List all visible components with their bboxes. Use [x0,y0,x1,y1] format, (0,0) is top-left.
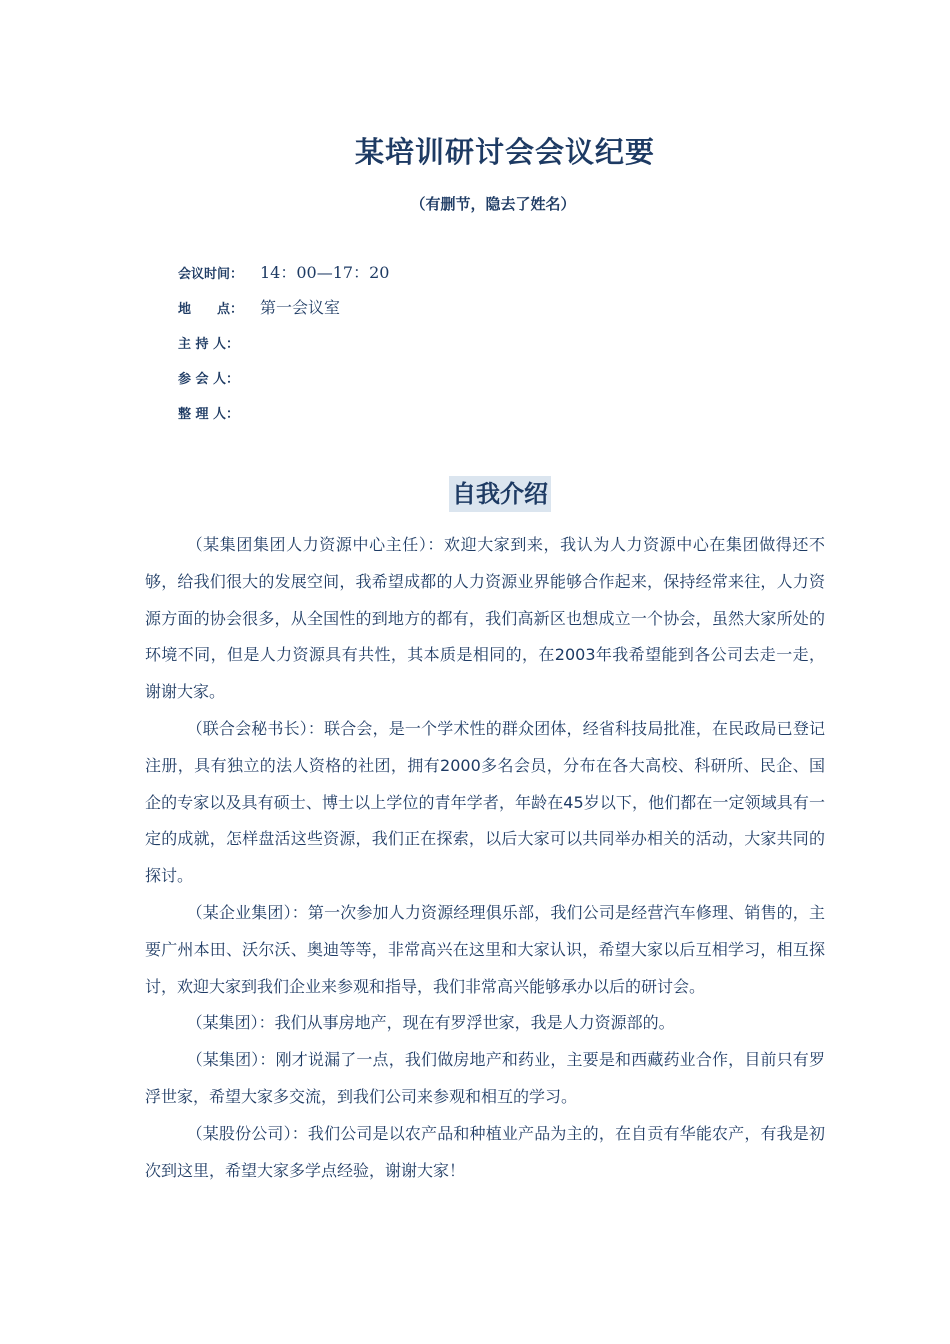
paragraph [145,711,825,895]
info-row-attendees [178,366,260,390]
paragraph-speaker: （某集团集团人力资源中心主任）： [186,535,445,554]
paragraph-speaker: （某股份公司）： [186,1123,308,1143]
paragraph-speaker: （某企业集团）： [186,902,308,922]
info-label-host: 主 持 人： [178,337,240,352]
paragraph-text: 欢迎大家到来，我认为人力资源中心在集团做得还不够，给我们很大的发展空间，我希望成都的人力资源业界能够合作起来，保持经常来往，人力资源方面的协会很多，从全国性的到地方的都有，我们高新区也想成立一个协会，虽然大家所处的环境不同，但是人力资源具有共性，其本质是相同的，在2003年我希望能到各公司去走一走，谢谢大家。 [145,535,825,702]
document-title: 某培训研讨会会议纪要 [354,135,655,169]
paragraph [145,527,825,711]
info-row-recorder [178,401,260,425]
info-row-host [178,331,260,355]
info-label-location: 地 点： [178,302,244,317]
paragraph-speaker: （某集团）： [186,1013,275,1033]
paragraph-text: 我们公司是以农产品和种植业产品为主的，在自贡有华能农产，有我是初次到这里，希望大家多学点经验，谢谢大家！ [145,1123,825,1180]
paragraph [145,1116,825,1190]
paragraph-text: 联合会，是一个学术性的群众团体，经省科技局批准，在民政局已登记注册，具有独立的法人资格的社团，拥有2000多名会员，分布在各大高校、科研所、民企、国企的专家以及具有硕士、博士以上学位的青年学者，年龄在45岁以下，他们都在一定领域具有一定的成就，怎样盘活这些资源，我们正在探索，以后大家可以共同举办相关的活动，大家共同的探讨。 [145,718,825,886]
info-label-time: 会议时间： [178,267,244,282]
section-body [145,527,825,1189]
info-row-location [178,296,340,320]
info-value-location: 第一会议室 [260,298,341,317]
info-row-time [178,261,389,285]
section-heading [0,476,950,512]
paragraph-text: 我们从事房地产，现在有罗浮世家，我是人力资源部的。 [274,1013,675,1033]
info-label-recorder: 整 理 人： [178,407,240,422]
paragraph-text: 刚才说漏了一点，我们做房地产和药业，主要是和西藏药业合作，目前只有罗浮世家，希望大家多交流，到我们公司来参观和相互的学习。 [145,1050,825,1106]
section-heading-text: 自我介绍 [449,476,551,512]
paragraph-speaker: （某集团）： [186,1050,276,1070]
info-label-attendees: 参 会 人： [178,372,240,387]
paragraph [145,1042,825,1116]
paragraph [145,1005,825,1042]
paragraph-speaker: （联合会秘书长）： [186,718,325,738]
paragraph [145,895,825,1005]
info-value-time: 14：00—17：20 [260,263,390,282]
document-subtitle: （有删节，隐去了姓名） [410,195,576,213]
paragraph-text: 第一次参加人力资源经理俱乐部，我们公司是经营汽车修理、销售的，主要广州本田、沃尔沃、奥迪等等，非常高兴在这里和大家认识，希望大家以后互相学习，相互探讨，欢迎大家到我们企业来参观和指导，我们非常高兴能够承办以后的研讨会。 [145,902,825,996]
